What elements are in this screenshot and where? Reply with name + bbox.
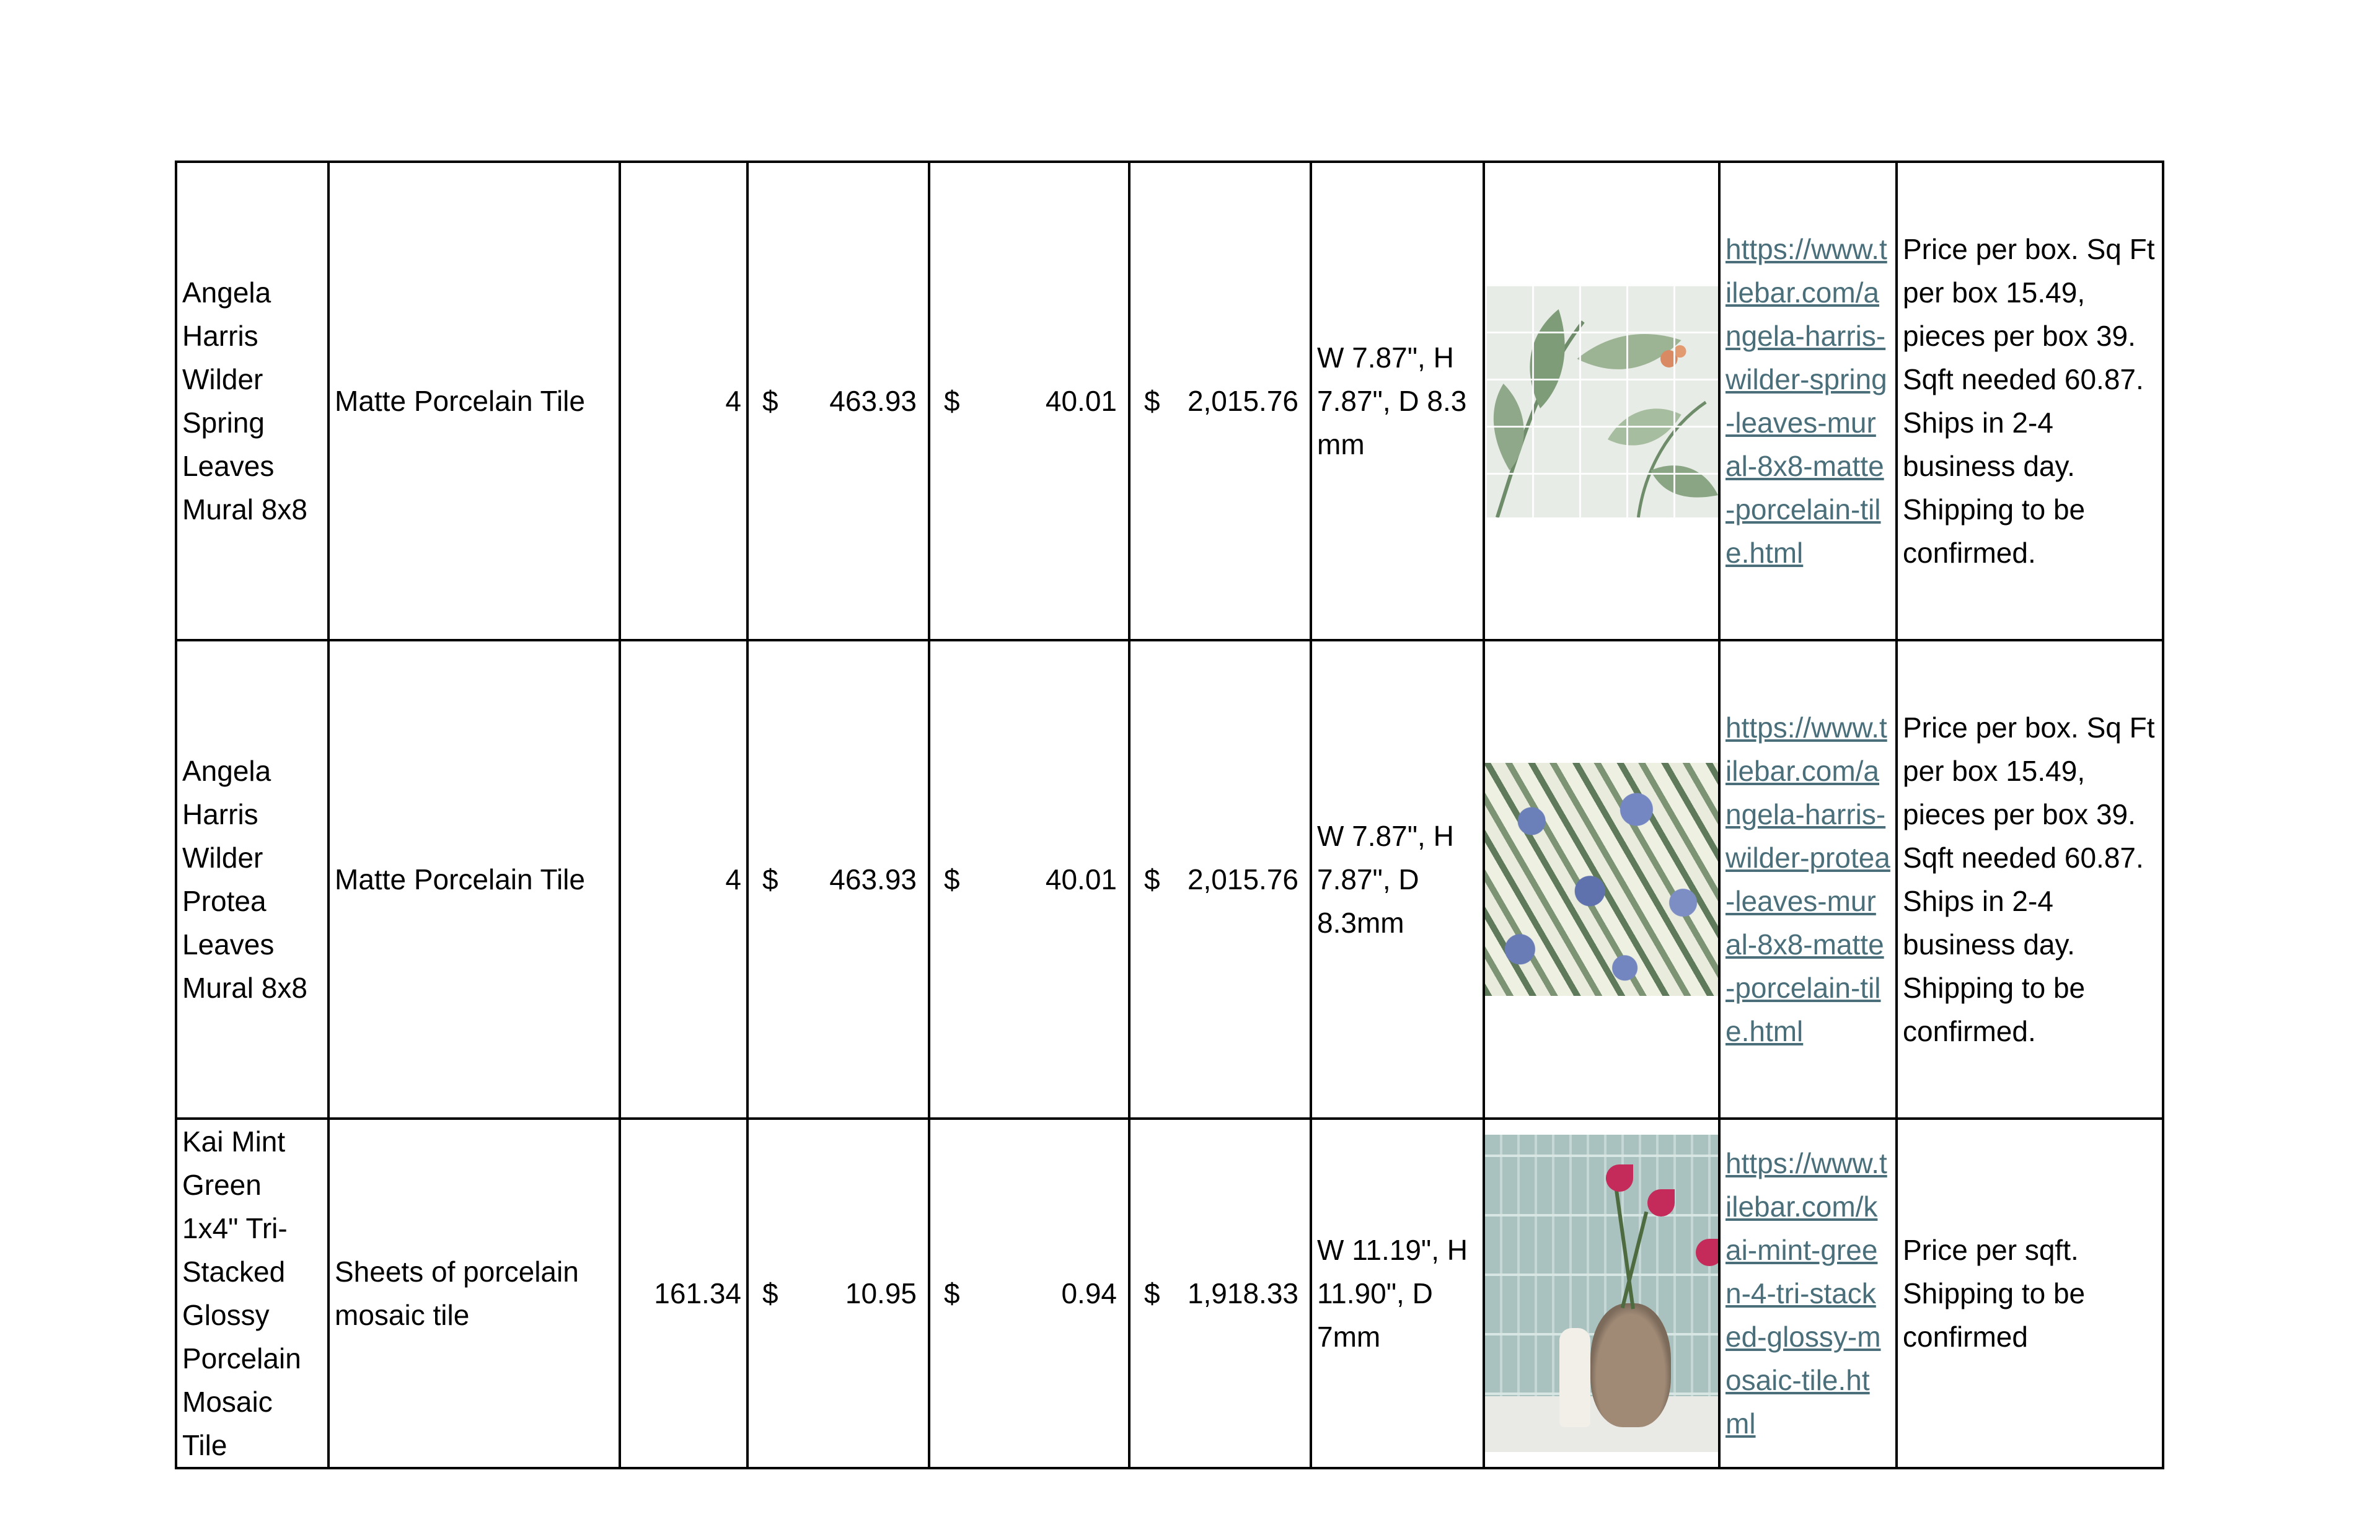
product-link[interactable]: https://www.tilebar.com/angela-harris-wilder-protea-leaves-mural-8x8-matte-porcelain-tile.html [1726,711,1890,1047]
total-value: 2,015.76 [1187,385,1298,417]
price-cell [747,1119,929,1468]
unit-price-value: 0.94 [1061,1277,1117,1309]
currency-symbol: $ [762,385,778,417]
notes-cell: Price per box. Sq Ft per box 15.49, pieces per box 39. Sqft needed 60.87. Ships in 2-4 business day. Shipping to be confirmed. [1897,162,2163,640]
currency-symbol: $ [1144,1277,1160,1309]
notes-cell: Price per box. Sq Ft per box 15.49, pieces per box 39. Sqft needed 60.87. Ships in 2-4 business day. Shipping to be confirmed. [1897,640,2163,1119]
image-cell [1484,1119,1719,1468]
total-value: 2,015.76 [1187,863,1298,895]
currency-symbol: $ [762,863,778,895]
total-cell [1129,1119,1311,1468]
table-row [176,1119,2163,1468]
price-cell [747,640,929,1119]
total-value: 1,918.33 [1187,1277,1298,1309]
quantity-cell: 161.34 [620,1119,747,1468]
protea-leaves-tile-image [1485,763,1718,996]
total-cell [1129,640,1311,1119]
currency-symbol: $ [944,385,960,417]
dimensions-cell: W 11.19", H 11.90", D 7mm [1311,1119,1484,1468]
url-cell [1719,1119,1897,1468]
table-row [176,162,2163,640]
url-cell [1719,162,1897,640]
unit-price-cell [929,162,1129,640]
dimensions-cell: W 7.87", H 7.87", D 8.3 mm [1311,162,1484,640]
currency-symbol: $ [1144,863,1160,895]
spreadsheet-page [175,161,2164,1469]
price-value: 10.95 [845,1277,917,1309]
url-cell [1719,640,1897,1119]
price-value: 463.93 [829,863,917,895]
currency-symbol: $ [944,863,960,895]
product-name-cell: Angela Harris Wilder Protea Leaves Mural 8x8 [176,640,328,1119]
description-cell: Sheets of porcelain mosaic tile [328,1119,620,1468]
price-value: 463.93 [829,385,917,417]
product-name-cell: Kai Mint Green 1x4" Tri-Stacked Glossy Porcelain Mosaic Tile [176,1119,328,1468]
total-cell [1129,162,1311,640]
product-name-cell: Angela Harris Wilder Spring Leaves Mural 8x8 [176,162,328,640]
quantity-cell: 4 [620,640,747,1119]
tile-quote-table [175,161,2164,1469]
table-row [176,640,2163,1119]
unit-price-value: 40.01 [1045,863,1117,895]
product-link[interactable]: https://www.tilebar.com/angela-harris-wilder-spring-leaves-mural-8x8-matte-porcelain-tile.html [1726,233,1887,569]
price-cell [747,162,929,640]
dimensions-cell: W 7.87", H 7.87", D 8.3mm [1311,640,1484,1119]
image-cell [1484,162,1719,640]
product-link[interactable]: https://www.tilebar.com/kai-mint-green-4-tri-stacked-glossy-mosaic-tile.html [1726,1147,1887,1440]
unit-price-value: 40.01 [1045,385,1117,417]
currency-symbol: $ [944,1277,960,1309]
unit-price-cell [929,640,1129,1119]
quantity-cell: 4 [620,162,747,640]
spring-leaves-tile-image [1485,284,1718,517]
description-cell: Matte Porcelain Tile [328,640,620,1119]
unit-price-cell [929,1119,1129,1468]
kai-mint-mosaic-tile-image [1485,1135,1718,1452]
description-cell: Matte Porcelain Tile [328,162,620,640]
currency-symbol: $ [1144,385,1160,417]
currency-symbol: $ [762,1277,778,1309]
notes-cell: Price per sqft. Shipping to be confirmed [1897,1119,2163,1468]
image-cell [1484,640,1719,1119]
